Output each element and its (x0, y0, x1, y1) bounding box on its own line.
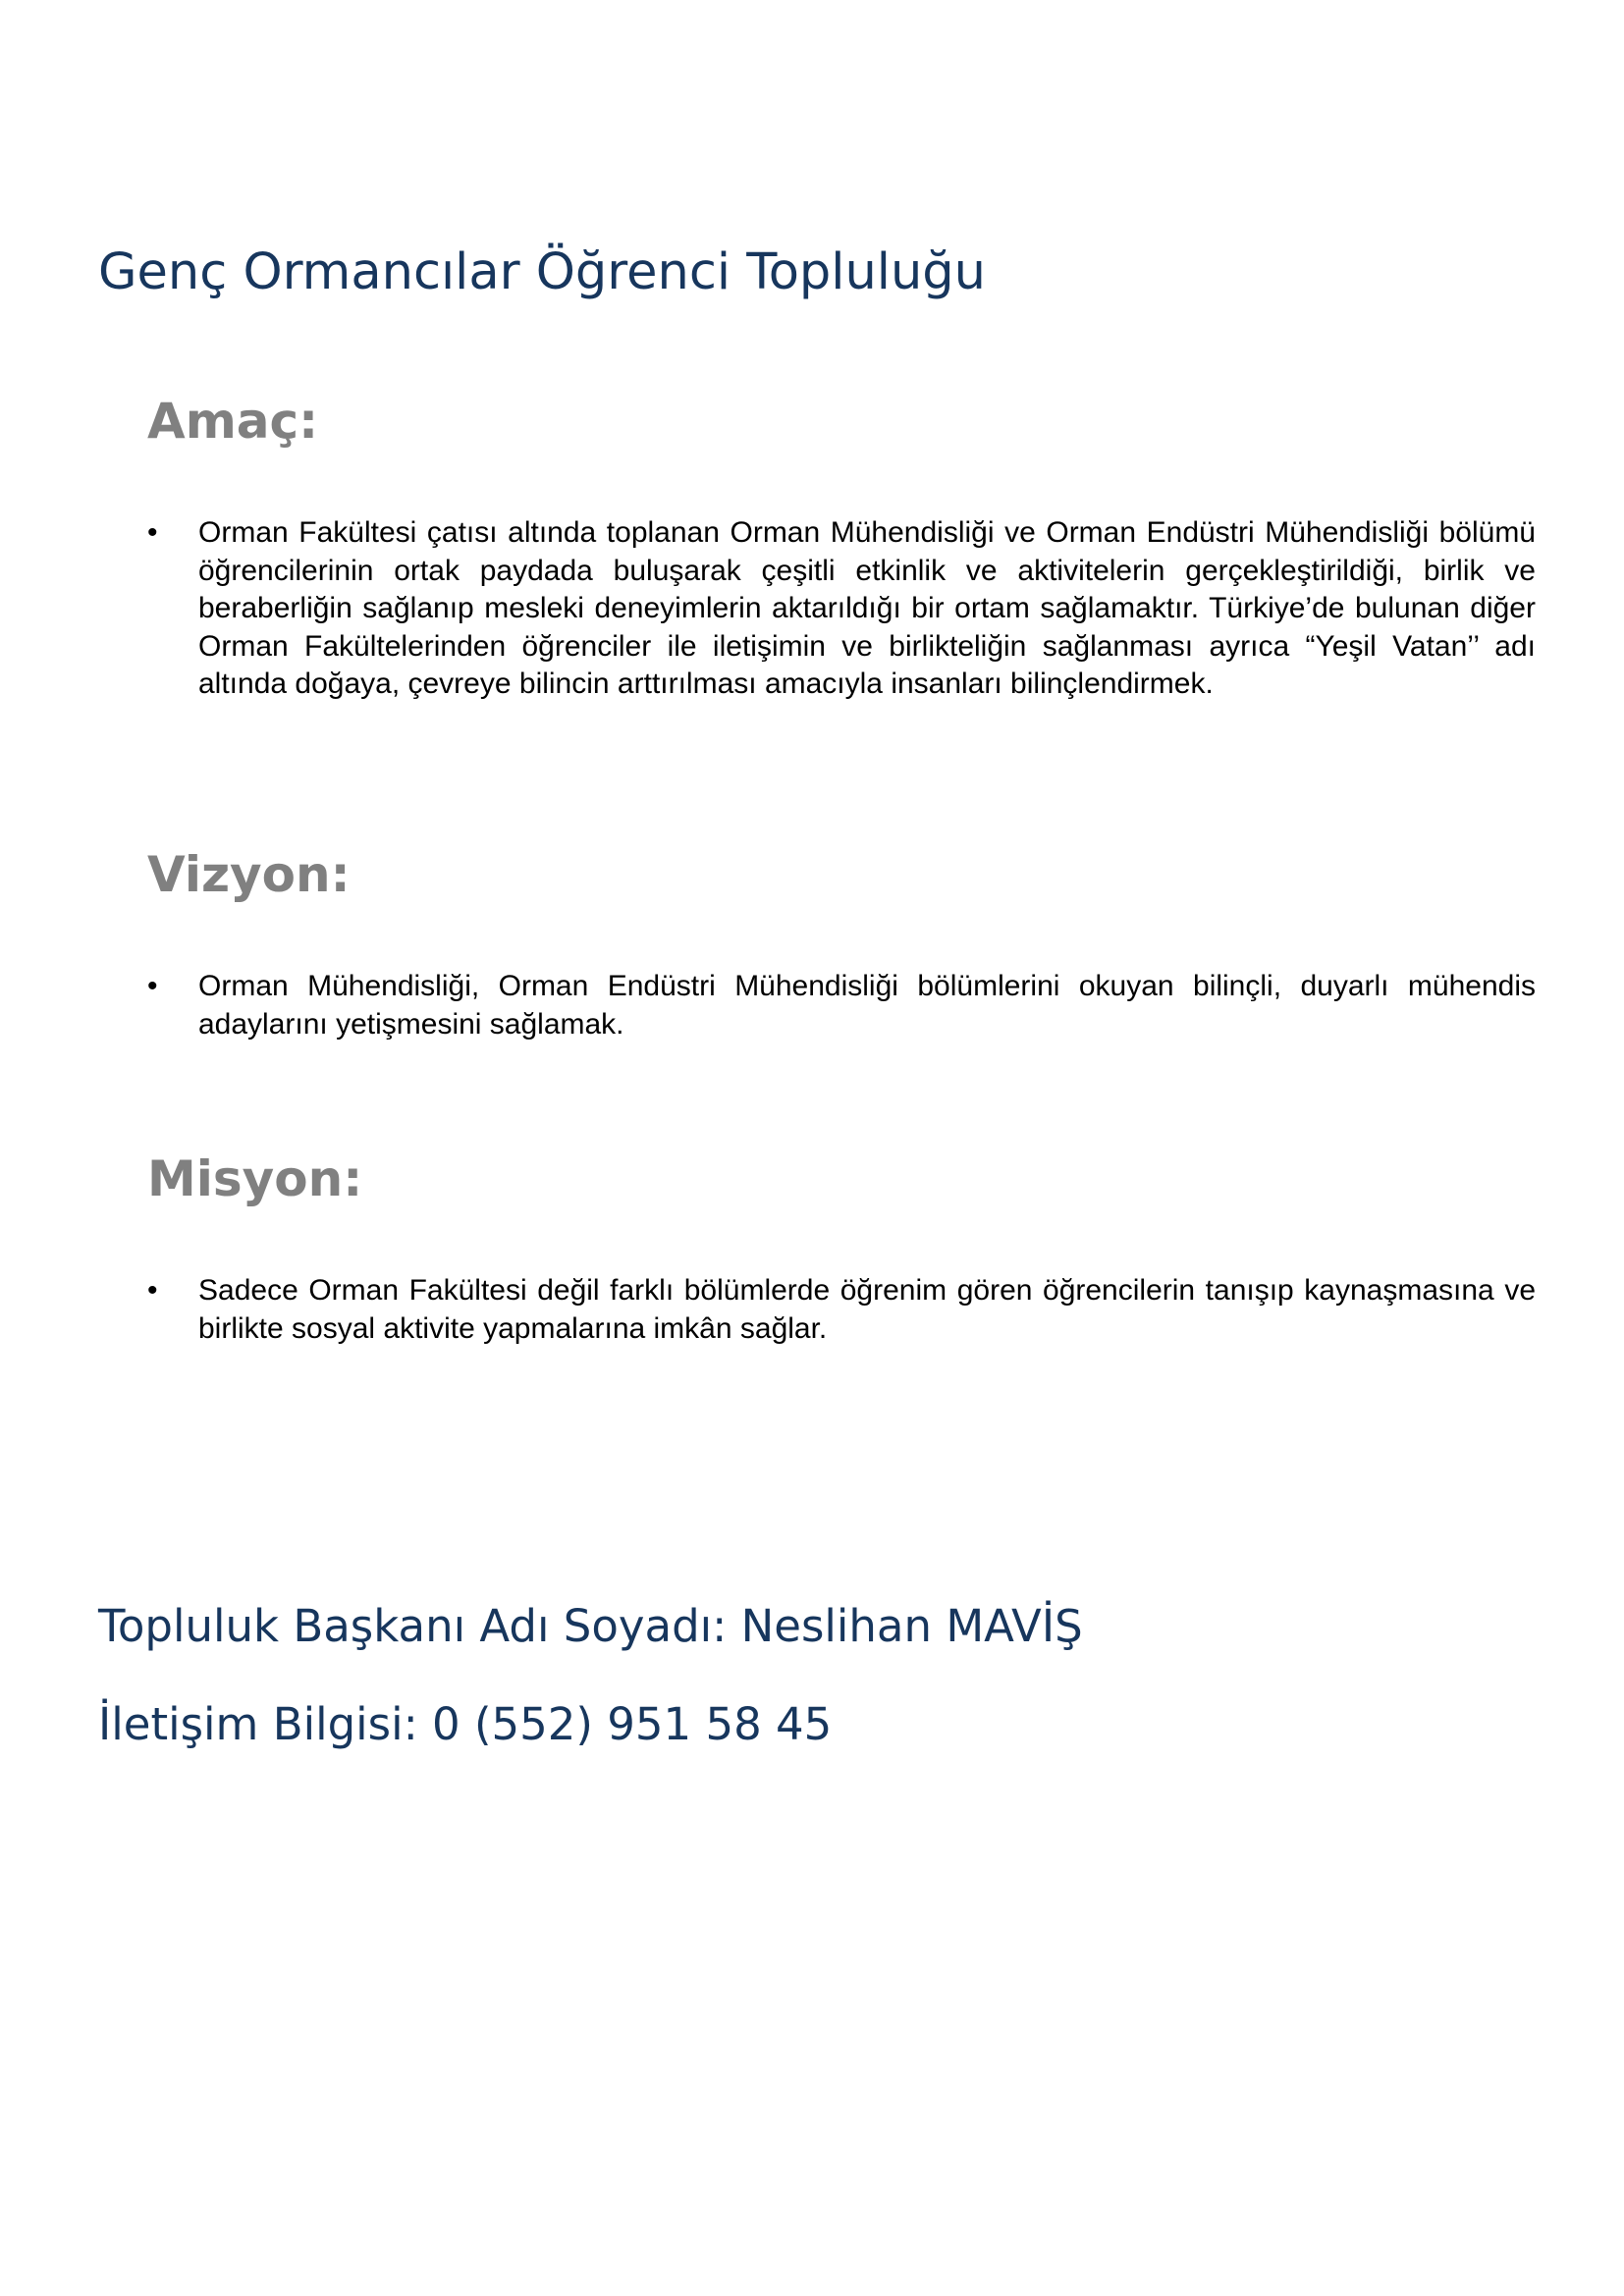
bullet-text: Orman Mühendisliği, Orman Endüstri Mühendisliği bölümlerini okuyan bilinçli, duyarlı mühendis adaylarını yetişmesini sağlamak. (198, 970, 1536, 1041)
bullet-text: Sadece Orman Fakültesi değil farklı bölümlerde öğrenim gören öğrencilerin tanışıp kaynaşmasına ve birlikte sosyal aktivite yapmalarına imkân sağlar. (198, 1274, 1536, 1345)
bullet-list-vizyon (147, 968, 1536, 1043)
list-item (147, 514, 1536, 704)
bullet-list-misyon (147, 1272, 1536, 1348)
contact-info: İletişim Bilgisi: 0 (552) 951 58 45 (98, 1698, 833, 1750)
section-misyon (147, 1150, 1536, 1348)
section-heading-amac: Amaç: (147, 393, 319, 450)
list-item (147, 968, 1536, 1043)
section-vizyon (147, 846, 1536, 1043)
bullet-icon: • (147, 1274, 158, 1307)
list-item (147, 1272, 1536, 1348)
section-heading-misyon: Misyon: (147, 1150, 363, 1207)
document-title: Genç Ormancılar Öğrenci Topluluğu (98, 243, 986, 301)
bullet-list-amac (147, 514, 1536, 704)
bullet-icon: • (147, 516, 158, 549)
section-heading-vizyon: Vizyon: (147, 846, 351, 903)
president-info: Topluluk Başkanı Adı Soyadı: Neslihan MAVİŞ (98, 1600, 1083, 1652)
section-amac (147, 393, 1536, 704)
bullet-icon: • (147, 970, 158, 1002)
bullet-text: Orman Fakültesi çatısı altında toplanan Orman Mühendisliği ve Orman Endüstri Mühendisliği bölümü öğrencilerinin ortak paydada buluşarak çeşitli etkinlik ve aktivitelerin gerçekleştirildiği, birlik ve beraberliğin sağlanıp mesleki deneyimlerin aktarıldığı bir ortam sağlamaktır. Türkiye’de bulunan diğer Orman Fakültelerinden öğrenciler ile iletişimin ve birlikteliğin sağlanması ayrıca “Yeşil Vatan’’ adı altında doğaya, çevreye bilincin arttırılması amacıyla insanları bilinçlendirmek. (198, 516, 1536, 700)
